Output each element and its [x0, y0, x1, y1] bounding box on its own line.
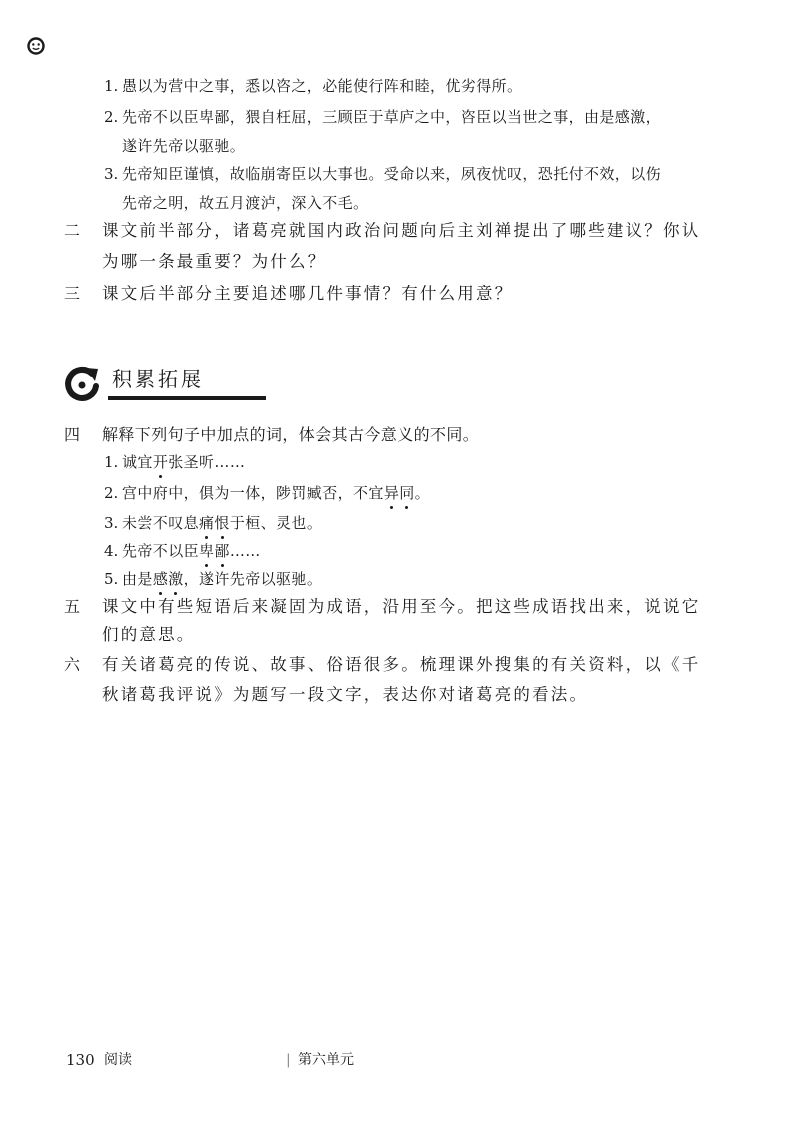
sentence-segment: 由是	[122, 570, 153, 588]
emphasized-character: 痛	[199, 514, 215, 532]
q1-item-2-number: 2.	[104, 108, 119, 126]
question-4-item-4-number: 4.	[104, 542, 119, 560]
q1-item-1-line-1: 愚以为营中之事，悉以咨之，必能使行阵和睦，优劣得所。	[122, 77, 523, 95]
sentence-segment: 。	[414, 484, 431, 502]
question-4-item-2-number: 2.	[104, 484, 119, 502]
footer-section: 阅读	[104, 1052, 132, 1068]
question-5-line-1: 课文中有些短语后来凝固为成语，沿用至今。把这些成语找出来，说说它	[102, 597, 701, 616]
question-6-line-1: 有关诸葛亮的传说、故事、俗语很多。梳理课外搜集的有关资料，以《千	[102, 655, 701, 674]
question-5-line-2: 们的意思。	[102, 625, 196, 644]
footer-unit: 第六单元	[298, 1052, 354, 1068]
q1-item-3-line-2: 先帝之明，故五月渡泸，深入不毛。	[122, 194, 369, 212]
sentence-segment: 于桓、灵也。	[229, 514, 323, 532]
sentence-segment: 张圣听……	[168, 453, 246, 471]
emphasized-character: 激	[168, 570, 184, 588]
question-4-item-3-text	[122, 513, 322, 533]
smiley-face-icon	[26, 36, 46, 56]
section-underline	[108, 396, 266, 400]
sentence-segment: ……	[229, 542, 261, 560]
question-2-line-2: 为哪一条最重要？为什么？	[102, 252, 327, 271]
emphasized-character: 感	[152, 570, 169, 588]
sentence-segment: 先帝不以臣	[122, 542, 200, 560]
question-2-number: 二	[64, 221, 81, 240]
sentence-segment: 未尝不叹息	[122, 514, 200, 532]
question-4-number: 四	[64, 425, 81, 444]
q1-item-2-line-2: 遂许先帝以驱驰。	[122, 137, 246, 155]
question-3-number: 三	[64, 284, 81, 303]
emphasized-character: 同	[399, 484, 415, 502]
question-3-line-1: 课文后半部分主要追述哪几件事情？有什么用意？	[102, 284, 514, 303]
question-2-line-1: 课文前半部分，诸葛亮就国内政治问题向后主刘禅提出了哪些建议？你认	[102, 221, 701, 240]
q1-item-3-line-1: 先帝知臣谨慎，故临崩寄臣以大事也。受命以来，夙夜忧叹，恐托付不效，以伤	[122, 165, 662, 183]
question-4-item-3-number: 3.	[104, 514, 119, 532]
question-4-item-1-number: 1.	[104, 453, 119, 471]
footer-separator: |	[286, 1052, 291, 1068]
question-5-number: 五	[64, 597, 81, 616]
circular-arrow-icon	[62, 364, 102, 404]
question-6-number: 六	[64, 655, 81, 674]
question-4-item-2-text	[122, 483, 430, 503]
emphasized-character: 恨	[214, 514, 230, 532]
question-6-line-2: 秋诸葛我评说》为题写一段文字，表达你对诸葛亮的看法。	[102, 685, 589, 704]
sentence-segment: ，遂许先帝以驱驰。	[183, 570, 323, 588]
question-4-item-5-text	[122, 569, 322, 589]
page-number: 130	[66, 1051, 95, 1069]
q1-item-2-line-1: 先帝不以臣卑鄙，猥自枉屈，三顾臣于草庐之中，咨臣以当世之事，由是感激，	[122, 108, 662, 126]
q1-item-3-number: 3.	[104, 165, 119, 183]
question-4-item-4-text	[122, 541, 261, 561]
sentence-segment: 诚宜	[122, 453, 153, 471]
emphasized-character: 卑	[199, 542, 215, 560]
question-4-item-5-number: 5.	[104, 570, 119, 588]
question-4-prompt: 解释下列句子中加点的词，体会其古今意义的不同。	[102, 425, 480, 444]
question-4-item-1-text	[122, 452, 245, 472]
sentence-segment: 宫中府中，俱为一体，陟罚臧否，不宜	[122, 484, 384, 502]
emphasized-character: 开	[152, 453, 169, 471]
emphasized-character: 异	[383, 484, 400, 502]
section-title: 积累拓展	[112, 367, 204, 391]
q1-item-1-number: 1.	[104, 77, 119, 95]
emphasized-character: 鄙	[214, 542, 230, 560]
